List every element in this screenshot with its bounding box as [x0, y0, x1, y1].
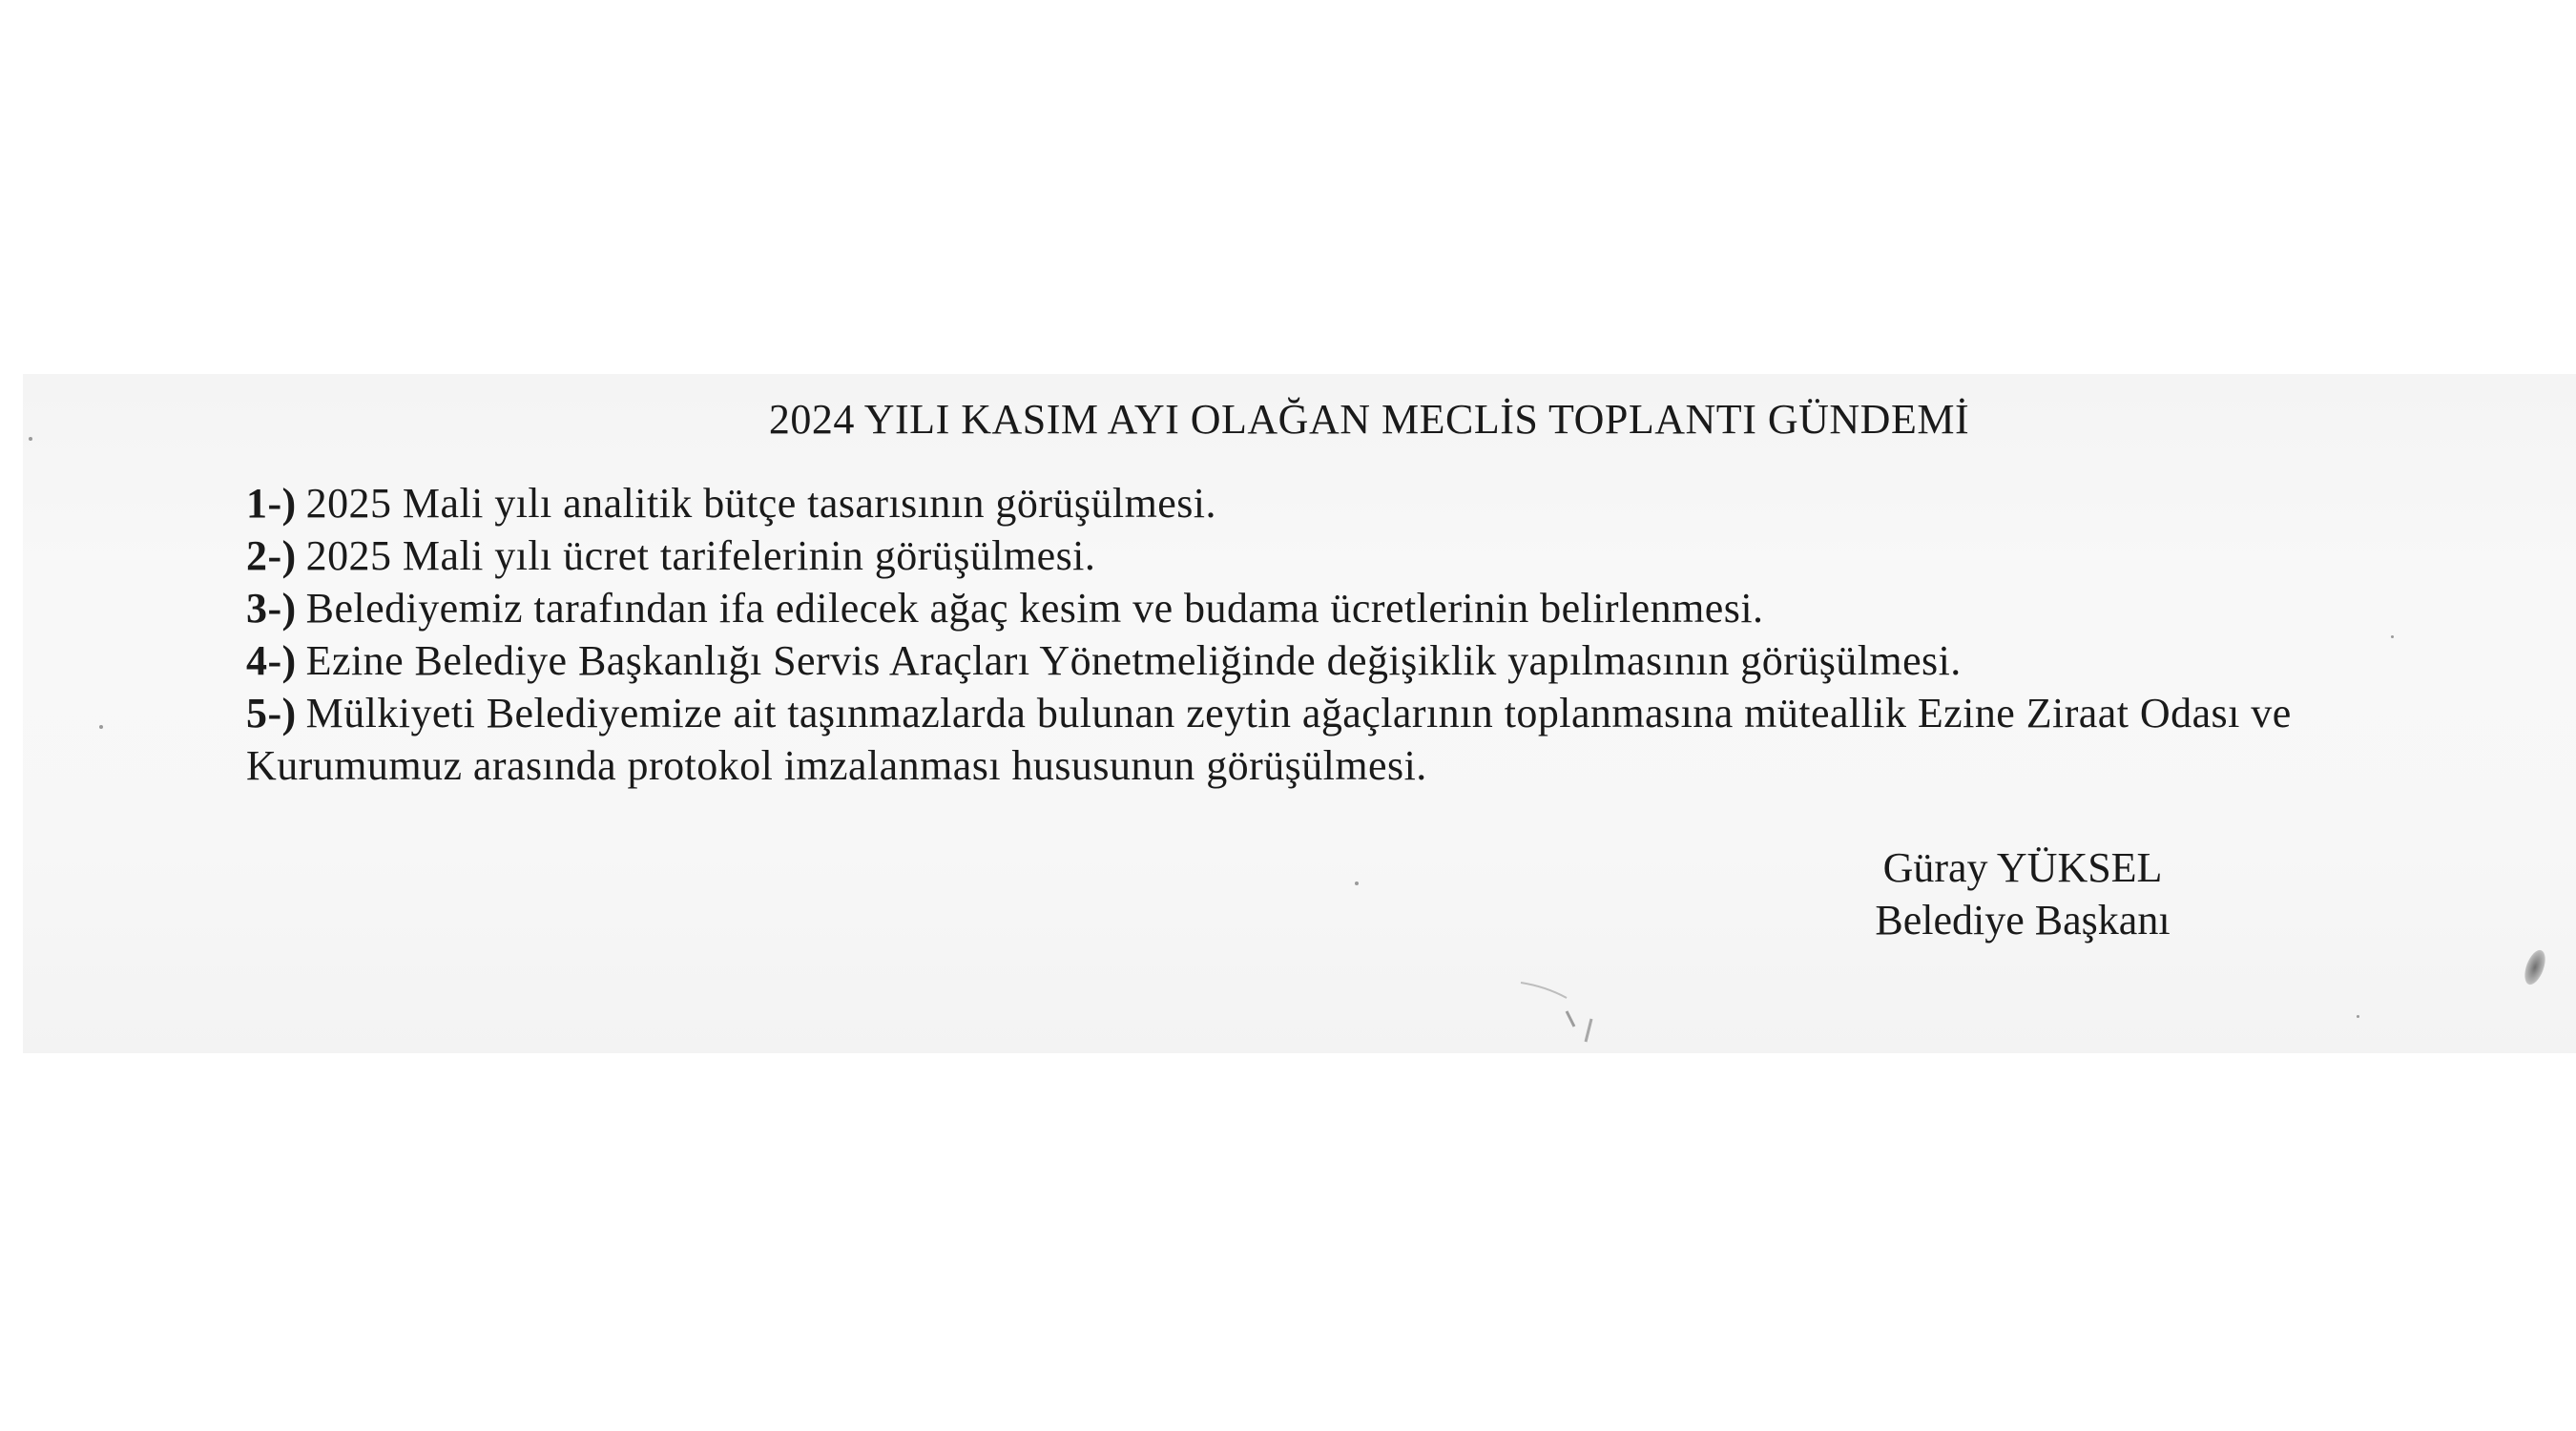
- agenda-item-5: [246, 687, 2307, 792]
- agenda-item-text: Ezine Belediye Başkanlığı Servis Araçları Yönetmeliğinde değişiklik yapılmasının görüşülmesi.: [305, 637, 1962, 684]
- agenda-item-3: [246, 582, 2307, 634]
- scan-speck: [1355, 881, 1359, 885]
- scan-speck: [99, 725, 103, 729]
- agenda-item-1: [246, 477, 2307, 529]
- agenda-item-number: 1-): [246, 480, 297, 527]
- signatory-name: Güray YÜKSEL: [1882, 844, 2163, 891]
- agenda-list: [246, 477, 2307, 792]
- agenda-item-number: 3-): [246, 585, 297, 632]
- agenda-item-2: [246, 529, 2307, 582]
- agenda-item-number: 2-): [246, 532, 297, 579]
- scan-speck: [2357, 1015, 2359, 1018]
- agenda-item-number: 4-): [246, 637, 297, 684]
- agenda-item-text: Belediyemiz tarafından ifa edilecek ağaç kesim ve budama ücretlerinin belirlenmesi.: [305, 585, 1764, 632]
- scan-speck: [2391, 635, 2394, 638]
- signature-block: [1813, 841, 2233, 946]
- signatory-title: Belediye Başkanı: [1875, 897, 2171, 944]
- agenda-item-text: Mülkiyeti Belediyemize ait taşınmazlarda bulunan zeytin ağaçlarının toplanmasına müteallik Ezine Ziraat Odası ve Kurumumuz arasında protokol imzalanması hususunun görüşülmesi.: [246, 690, 2292, 789]
- scan-speck: [29, 437, 32, 441]
- agenda-item-4: [246, 634, 2307, 687]
- pen-mark: [1517, 973, 1631, 1049]
- agenda-item-text: 2025 Mali yılı analitik bütçe tasarısının görüşülmesi.: [305, 480, 1216, 527]
- agenda-item-number: 5-): [246, 690, 297, 736]
- agenda-item-text: 2025 Mali yılı ücret tarifelerinin görüşülmesi.: [305, 532, 1096, 579]
- document-title: 2024 YILI KASIM AYI OLAĞAN MECLİS TOPLANTI GÜNDEMİ: [768, 396, 1970, 443]
